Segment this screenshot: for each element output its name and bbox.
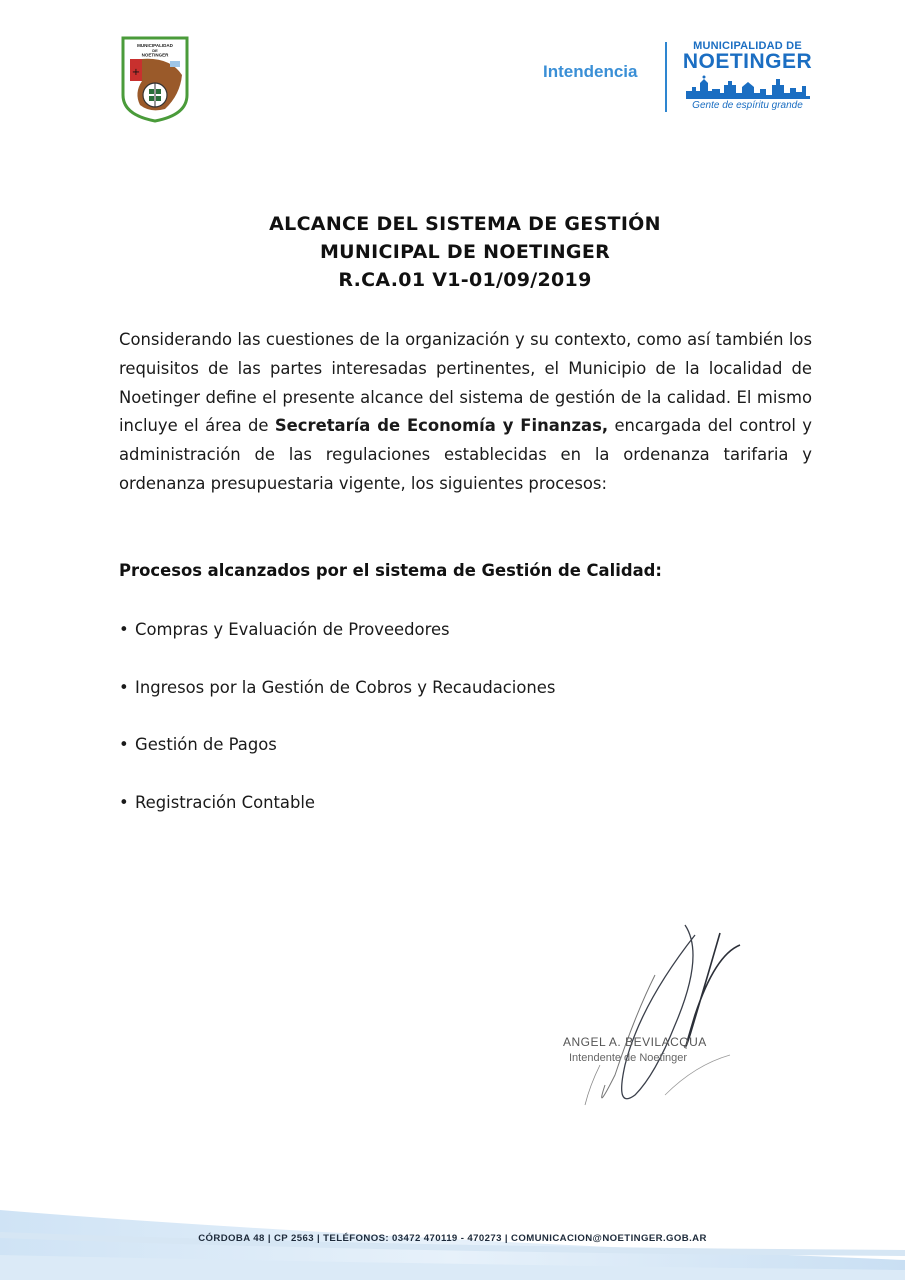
title-line-2: MUNICIPAL DE NOETINGER: [319, 241, 611, 263]
list-item: [119, 731, 719, 789]
list-item: [119, 616, 719, 674]
town-skyline-icon: [686, 73, 810, 99]
process-label: Compras y Evaluación de Proveedores: [135, 620, 450, 639]
bullet-icon: •: [119, 792, 129, 812]
title-line-3: R.CA.01 V1-01/09/2019: [338, 269, 592, 291]
handwritten-signature: [555, 915, 755, 1115]
list-item: [119, 789, 719, 847]
municipal-crest-logo: [120, 35, 190, 123]
process-label: Registración Contable: [135, 792, 316, 812]
signatory-name: ANGEL A. BEVILACQUA: [563, 1035, 707, 1049]
brand-name-text: NOETINGER: [682, 50, 813, 73]
paragraph-intro: Considerando las cuestiones de la organización y su contexto, como así también los requisitos de las partes interesadas pertinentes, el Municipio de la localidad de Noetinger define el presente alcance del sistema de gestión de la calidad. El mismo incluye el área de: [119, 330, 812, 436]
header-divider: [665, 42, 667, 112]
brand-tagline: Gente de espíritu grande: [692, 100, 803, 111]
paragraph-outro: encargada del control y administración de las regulaciones establecidas en la ordenanza tarifaria y ordenanza presupuestaria vigente, los siguientes procesos:: [119, 416, 813, 493]
bullet-icon: •: [119, 735, 129, 755]
process-label: Ingresos por la Gestión de Cobros y Recaudaciones: [135, 677, 556, 697]
footer-contact: CÓRDOBA 48 | CP 2563 | TELÉFONOS: 03472 470119 - 470273 | COMUNICACION@NOETINGER.GOB.AR: [198, 1233, 707, 1244]
svg-text:DE: DE: [152, 48, 158, 53]
scope-paragraph: [119, 326, 812, 499]
intendencia-label: Intendencia: [543, 62, 638, 81]
svg-text:MUNICIPALIDAD: MUNICIPALIDAD: [137, 43, 173, 48]
processes-heading: Procesos alcanzados por el sistema de Gestión de Calidad:: [119, 561, 662, 580]
municipal-brand-logo: [680, 40, 815, 111]
brand-top-text: MUNICIPALIDAD DE: [693, 40, 802, 52]
bullet-icon: •: [119, 677, 129, 697]
list-item: [119, 674, 719, 732]
bullet-icon: •: [119, 620, 129, 639]
process-list: [119, 616, 719, 846]
signatory-role: Intendente de Noetinger: [569, 1052, 688, 1064]
svg-text:NOETINGER: NOETINGER: [141, 52, 169, 58]
svg-text:+: +: [131, 67, 141, 78]
document-title: [0, 210, 905, 294]
paragraph-area-bold: Secretaría de Economía y Finanzas,: [274, 416, 609, 436]
process-label: Gestión de Pagos: [135, 735, 277, 755]
title-line-1: ALCANCE DEL SISTEMA DE GESTIÓN: [269, 213, 661, 235]
